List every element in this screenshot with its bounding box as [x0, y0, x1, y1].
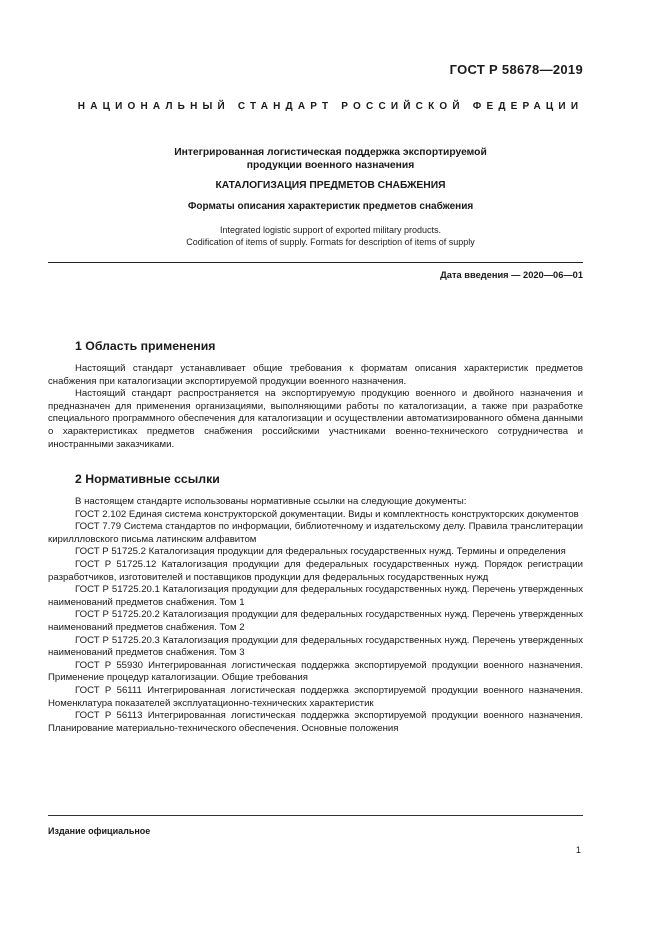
reference-item: ГОСТ 7.79 Система стандартов по информации, библиотечному и издательскому делу. Правила транслитерации кириллловского письма латинским алфавитом [48, 521, 583, 545]
introduction-date: Дата введения — 2020—06—01 [440, 270, 583, 280]
national-standard-banner: НАЦИОНАЛЬНЫЙ СТАНДАРТ РОССИЙСКОЙ ФЕДЕРАЦИИ [77, 101, 584, 112]
document-title-top [80, 146, 581, 172]
document-title-main: КАТАЛОГИЗАЦИЯ ПРЕДМЕТОВ СНАБЖЕНИЯ [215, 180, 446, 191]
reference-item: ГОСТ Р 56111 Интегрированная логистическая поддержка экспортируемой продукции военного назначения. Номенклатура показателей эксплуатационно-технических характеристик [48, 684, 583, 709]
page-number: 1 [575, 845, 581, 855]
reference-item: ГОСТ Р 55930 Интегрированная логистическая поддержка экспортируемой продукции военного назначения. Применение процедур каталогизации. Общие требования [48, 659, 583, 684]
paragraph: Настоящий стандарт распространяется на экспортируемую продукцию военного и двойного назначения и предназначен для применения организациями, выполняющими работы по каталогизации, а также при разработке специального программного обеспечения для каталогизации и осуществлении автоматизированного обмена данными о характеристиках предметов снабжения российскими участниками военно-технического сотрудничества и иностранными заказчиками. [48, 388, 583, 450]
reference-item: ГОСТ 2.102 Единая система конструкторской документации. Виды и комплектность конструкторских документов [75, 508, 579, 520]
reference-item: ГОСТ Р 51725.20.2 Каталогизация продукции для федеральных государственных нужд. Перечень утвержденных наименований предметов снабжения. Том 2 [48, 609, 583, 633]
reference-item: ГОСТ Р 51725.2 Каталогизация продукции для федеральных государственных нужд. Термины и определения [75, 546, 566, 558]
title-line-1: Интегрированная логистическая поддержка экспортируемой [174, 147, 487, 158]
english-title-line-2: Codification of items of supply. Formats for description of items of supply [186, 237, 475, 247]
english-title-line-1: Integrated logistic support of exported military products. [219, 225, 442, 235]
edition-label: Издание официальное [48, 826, 151, 836]
section-1-body [48, 363, 583, 451]
paragraph: В настоящем стандарте использованы нормативные ссылки на следующие документы: [75, 496, 467, 507]
section-1-heading: 1 Область применения [75, 339, 216, 353]
reference-item: ГОСТ Р 56113 Интегрированная логистическая поддержка экспортируемой продукции военного назначения. Планирование материально-технического обеспечения. Основные положения [48, 710, 583, 734]
title-line-2: продукции военного назначения [246, 160, 415, 171]
reference-item: ГОСТ Р 51725.20.3 Каталогизация продукции для федеральных государственных нужд. Перечень утвержденных наименований предметов снабжения. Том 3 [48, 634, 583, 659]
footer-divider [48, 815, 583, 816]
standard-code: ГОСТ Р 58678—2019 [449, 62, 583, 77]
header-divider [48, 262, 583, 263]
paragraph: Настоящий стандарт устанавливает общие требования к форматам описания характеристик предметов снабжения при каталогизации экспортируемой продукции военного назначения. [48, 363, 583, 387]
reference-item: ГОСТ Р 51725.12 Каталогизация продукции для федеральных государственных нужд. Порядок регистрации разработчиков, изготовителей и поставщиков продукции для федеральных государственных нужд [48, 558, 583, 583]
section-2-heading: 2 Нормативные ссылки [75, 472, 220, 486]
section-2-body [48, 496, 583, 735]
english-title [80, 224, 581, 248]
document-subtitle: Форматы описания характеристик предметов снабжения [187, 201, 474, 212]
reference-item: ГОСТ Р 51725.20.1 Каталогизация продукции для федеральных государственных нужд. Перечень утвержденных наименований предметов снабжения. Том 1 [48, 584, 583, 608]
